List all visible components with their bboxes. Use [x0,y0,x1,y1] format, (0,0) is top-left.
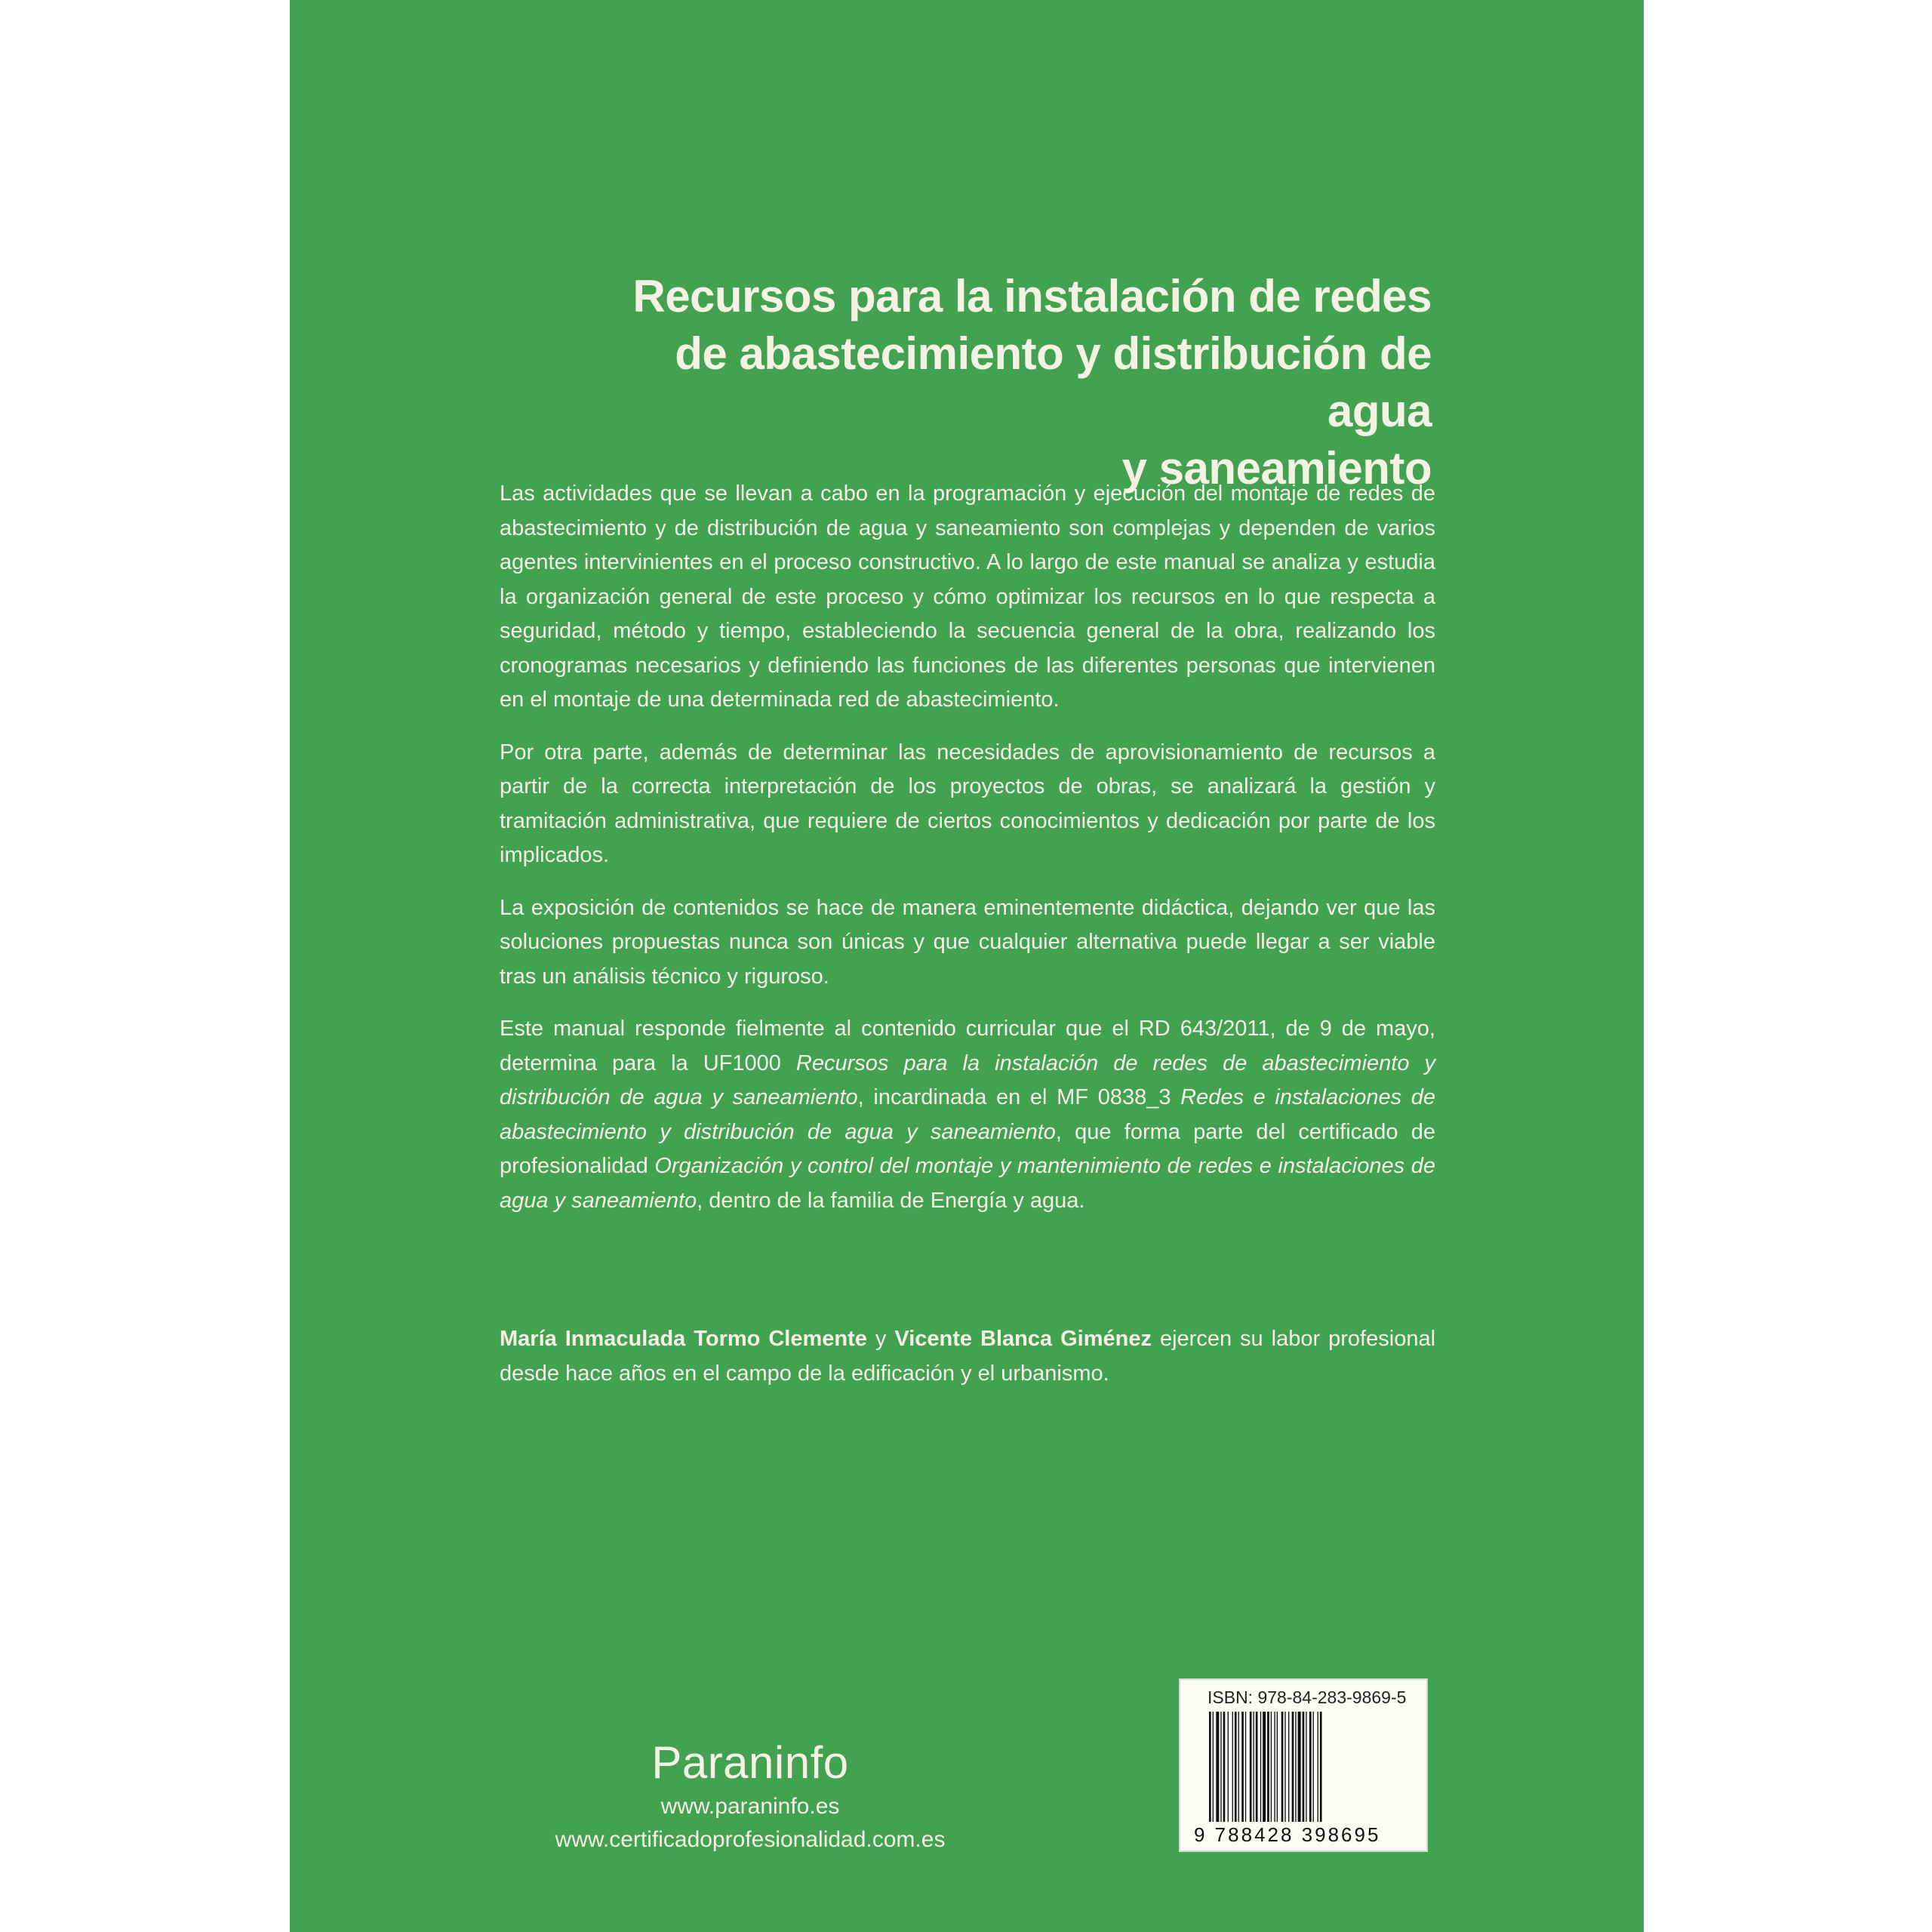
description [500,477,1435,1236]
certificate-url: www.certificadoprofesionalidad.com.es [555,1827,946,1852]
publisher-block [494,1736,1007,1857]
paragraph-curriculum [500,1012,1435,1218]
text-run: ejercen su labor profesional desde hace años en el campo de la edificación y el urbanismo. [500,1327,1436,1386]
italic-run: Redes e instalaciones de abastecimiento y distribución de agua y saneamiento [500,1085,1436,1144]
text-run: Este manual responde fielmente al contenido curricular que el RD 643/2011, de 9 de mayo, determina para la UF1000 [500,1017,1435,1075]
italic-run: Organización y control del montaje y mantenimiento de redes e instalaciones de agua y saneamiento [500,1154,1435,1213]
text-run: , dentro de la familia de Energía y agua. [697,1188,1085,1213]
barcode-digits: 9 788428 398695 [1194,1823,1381,1846]
back-cover [290,0,1644,1932]
barcode-icon [1209,1712,1407,1822]
authors-bio [500,1322,1435,1391]
isbn-barcode [1179,1678,1428,1852]
paragraph: La exposición de contenidos se hace de manera eminentemente didáctica, dejando ver que las soluciones propuestas nunca son únicas y que cualquier alternativa puede llegar a ser viable tras un análisis técnico y riguroso. [500,895,1435,989]
book-title [564,268,1432,497]
publisher-logo: Paraninfo [651,1737,849,1788]
author-name: María Inmaculada Tormo Clemente [500,1327,867,1351]
title-line: Recursos para la instalación de redes [632,271,1432,321]
isbn-label: ISBN: 978-84-283-9869-5 [1208,1687,1407,1707]
author-name: Vicente Blanca Giménez [894,1327,1152,1351]
publisher-url: www.paraninfo.es [660,1794,840,1819]
text-run: , incardinada en el MF 0838_3 [857,1085,1181,1109]
title-line: de abastecimiento y distribución de agua [675,328,1432,436]
paragraph: Las actividades que se llevan a cabo en la programación y ejecución del montaje de redes de abastecimiento y de distribución de agua y saneamiento son complejas y dependen de varios agentes intervinientes en el proceso constructivo. A lo largo de este manual se analiza y estudia la organización general de este proceso y cómo optimizar los recursos en lo que respecta a seguridad, método y tiempo, estableciendo la secuencia general de la obra, realizando los cronogramas necesarios y definiendo las funciones de las diferentes personas que intervienen en el montaje de una determinada red de abastecimiento. [500,481,1435,712]
title-line: y saneamiento [1121,443,1432,494]
italic-run: Recursos para la instalación de redes de abastecimiento y distribución de agua y saneamiento [500,1051,1435,1109]
text-run: y [866,1327,895,1351]
text-run: , que forma parte del certificado de profesionalidad [500,1119,1436,1178]
paragraph: Por otra parte, además de determinar las necesidades de aprovisionamiento de recursos a partir de la correcta interpretación de los proyectos de obras, se analizará la gestión y tramitación administrativa, que requiere de ciertos conocimientos y dedicación por parte de los implicados. [500,740,1435,867]
